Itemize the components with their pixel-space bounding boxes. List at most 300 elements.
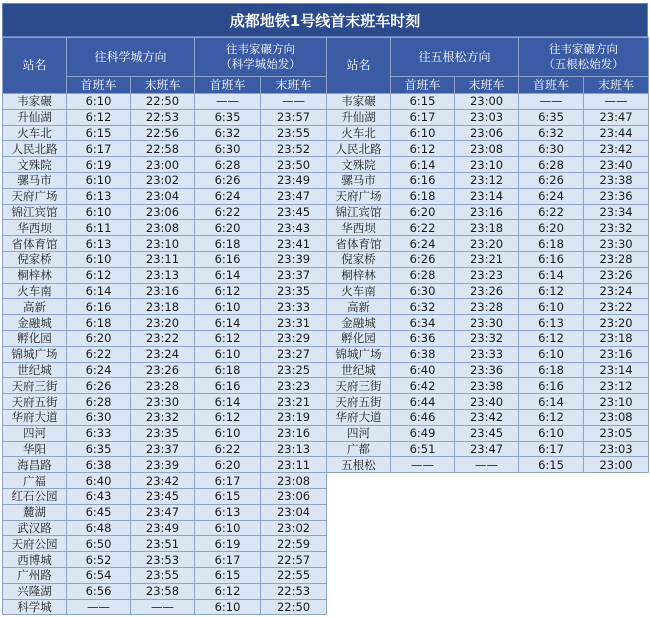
empty-cell [519,599,584,615]
left-time-cell: 23:04 [261,504,327,520]
right-time-cell: 23:30 [455,315,519,331]
left-time-cell: 23:23 [261,378,327,394]
left-time-cell: 6:20 [67,330,131,346]
schedule-body [3,94,649,615]
empty-cell [455,520,519,536]
table-row [3,394,649,410]
right-time-cell: 6:30 [391,283,455,299]
empty-cell [584,583,649,599]
left-time-cell: 6:28 [195,157,261,173]
empty-cell [455,473,519,489]
left-time-cell: 23:35 [261,283,327,299]
left-time-cell: 6:40 [67,473,131,489]
empty-cell [584,473,649,489]
left-time-cell: 6:15 [67,125,131,141]
right-time-cell: 23:24 [584,283,649,299]
empty-cell [327,504,391,520]
left-time-cell: 22:57 [261,552,327,568]
right-time-cell: 23:10 [455,157,519,173]
right-station-name: 人民北路 [327,141,391,157]
table-row [3,504,649,520]
left-time-cell: 23:21 [261,394,327,410]
left-time-cell: 6:17 [67,141,131,157]
left-time-cell: 23:02 [261,520,327,536]
left-time-cell: 22:53 [131,109,195,125]
header-first-train: 首班车 [519,77,584,94]
left-station-name: 文殊院 [3,157,67,173]
left-time-cell: 23:06 [261,488,327,504]
right-station-name: 金融城 [327,315,391,331]
left-station-name: 西博城 [3,552,67,568]
right-time-cell: 23:03 [455,109,519,125]
right-station-name: 四河 [327,425,391,441]
right-time-cell: 23:40 [455,394,519,410]
right-time-cell: 6:10 [519,299,584,315]
right-time-cell: 23:05 [584,425,649,441]
right-time-cell: 6:14 [519,267,584,283]
header-left-direction-2 [195,38,327,77]
right-time-cell: 6:40 [391,362,455,378]
right-time-cell: 6:15 [519,457,584,473]
right-time-cell: 6:22 [391,220,455,236]
left-time-cell: 6:15 [195,488,261,504]
left-time-cell: 22:55 [261,567,327,583]
right-time-cell: 23:14 [584,362,649,378]
right-station-name: 天府五街 [327,394,391,410]
left-time-cell: 23:52 [261,141,327,157]
header-station-left: 站名 [3,38,67,94]
empty-cell [327,520,391,536]
left-time-cell: 23:18 [131,299,195,315]
right-time-cell: 6:16 [391,172,455,188]
left-station-name: 科学城 [3,599,67,615]
right-time-cell: 23:47 [455,441,519,457]
left-time-cell: 23:02 [131,172,195,188]
right-time-cell: 23:12 [455,172,519,188]
right-time-cell: 23:10 [584,394,649,410]
right-time-cell: 6:10 [519,346,584,362]
right-time-cell: 23:28 [584,251,649,267]
left-time-cell: 23:50 [261,157,327,173]
right-time-cell: 23:38 [584,172,649,188]
right-time-cell: 6:32 [391,299,455,315]
right-station-name: 倪家桥 [327,251,391,267]
right-time-cell: —— [455,457,519,473]
left-time-cell: 6:22 [67,346,131,362]
left-time-cell: 6:12 [195,330,261,346]
table-row [3,157,649,173]
right-time-cell: 23:42 [455,409,519,425]
table-row [3,441,649,457]
right-time-cell: 6:42 [391,378,455,394]
right-time-cell: 6:34 [391,315,455,331]
right-station-name: 文殊院 [327,157,391,173]
empty-cell [519,583,584,599]
left-station-name: 骡马市 [3,172,67,188]
empty-cell [327,567,391,583]
right-station-name: 锦江宾馆 [327,204,391,220]
header-right-direction-2 [519,38,649,77]
right-time-cell: 6:13 [519,315,584,331]
left-time-cell: —— [131,599,195,615]
left-time-cell: 23:47 [131,504,195,520]
right-station-name: 广都 [327,441,391,457]
left-time-cell: 23:43 [261,220,327,236]
left-time-cell: 23:06 [131,204,195,220]
right-station-name: 韦家碾 [327,94,391,110]
right-time-cell: 23:33 [455,346,519,362]
left-time-cell: 23:13 [261,441,327,457]
right-time-cell: 23:44 [584,125,649,141]
empty-cell [455,488,519,504]
table-row [3,315,649,331]
left-station-name: 天府三街 [3,378,67,394]
empty-cell [391,488,455,504]
right-time-cell: 6:35 [519,109,584,125]
table-row [3,409,649,425]
right-time-cell: 23:26 [584,267,649,283]
left-time-cell: 23:24 [131,346,195,362]
right-time-cell: 23:34 [584,204,649,220]
right-time-cell: 6:26 [391,251,455,267]
left-time-cell: 6:28 [67,394,131,410]
left-time-cell: 23:08 [261,473,327,489]
right-station-name: 高新 [327,299,391,315]
header-left-direction-2-line2: （科学城始发） [220,57,301,71]
right-time-cell: 23:16 [455,204,519,220]
left-time-cell: 6:16 [67,299,131,315]
table-row [3,299,649,315]
left-station-name: 高新 [3,299,67,315]
right-time-cell: 23:38 [455,378,519,394]
left-time-cell: 6:12 [195,409,261,425]
empty-cell [327,473,391,489]
right-time-cell: 6:24 [519,188,584,204]
right-time-cell: 23:28 [455,299,519,315]
left-station-name: 锦城广场 [3,346,67,362]
left-time-cell: 23:41 [261,236,327,252]
left-station-name: 华府大道 [3,409,67,425]
empty-cell [327,488,391,504]
left-time-cell: 6:10 [195,425,261,441]
empty-cell [391,599,455,615]
right-time-cell: 23:36 [455,362,519,378]
right-station-name: 华西坝 [327,220,391,236]
left-time-cell: 6:11 [67,220,131,236]
empty-cell [519,504,584,520]
right-station-name: 五根松 [327,457,391,473]
header-right-direction-2-line1: 往韦家碾方向 [549,42,619,56]
left-time-cell: 6:14 [195,394,261,410]
left-time-cell: 23:45 [131,488,195,504]
right-time-cell: 6:18 [391,188,455,204]
table-row [3,188,649,204]
header-row-directions [3,38,649,77]
left-time-cell: 6:20 [195,457,261,473]
left-time-cell: 6:22 [195,204,261,220]
empty-cell [455,504,519,520]
left-time-cell: 6:16 [195,251,261,267]
left-station-name: 锦江宾馆 [3,204,67,220]
left-time-cell: 6:18 [195,362,261,378]
left-time-cell: 23:00 [131,157,195,173]
empty-cell [327,599,391,615]
left-time-cell: 23:39 [261,251,327,267]
right-time-cell: 23:00 [455,94,519,110]
left-time-cell: 23:11 [261,457,327,473]
right-time-cell: 23:23 [455,267,519,283]
table-row [3,552,649,568]
right-station-name: 升仙湖 [327,109,391,125]
left-station-name: 华阳 [3,441,67,457]
right-time-cell: 23:47 [584,109,649,125]
left-station-name: 世纪城 [3,362,67,378]
left-time-cell: 23:16 [131,283,195,299]
table-row [3,473,649,489]
header-station-right: 站名 [327,38,391,94]
empty-cell [391,520,455,536]
header-first-train: 首班车 [67,77,131,94]
left-time-cell: 22:53 [261,583,327,599]
right-time-cell: 6:28 [391,267,455,283]
empty-cell [519,552,584,568]
left-time-cell: 6:33 [67,425,131,441]
empty-cell [391,552,455,568]
left-time-cell: 23:51 [131,536,195,552]
empty-cell [391,536,455,552]
header-last-train: 末班车 [261,77,327,94]
right-time-cell: 6:12 [391,141,455,157]
left-time-cell: 23:32 [131,409,195,425]
right-time-cell: 23:21 [455,251,519,267]
empty-cell [584,536,649,552]
left-time-cell: 6:10 [195,520,261,536]
right-station-name: 孵化园 [327,330,391,346]
table-row [3,172,649,188]
right-time-cell: 23:18 [584,330,649,346]
empty-cell [519,536,584,552]
left-station-name: 桐梓林 [3,267,67,283]
right-time-cell: 6:20 [519,220,584,236]
schedule-table [2,37,649,615]
empty-cell [327,552,391,568]
left-time-cell: 6:14 [67,283,131,299]
right-time-cell: 23:00 [584,457,649,473]
right-time-cell: 6:44 [391,394,455,410]
left-time-cell: 23:49 [131,520,195,536]
left-time-cell: 6:26 [195,172,261,188]
left-time-cell: 6:12 [67,109,131,125]
right-time-cell: 6:14 [391,157,455,173]
left-time-cell: 23:22 [131,330,195,346]
table-row [3,125,649,141]
empty-cell [519,473,584,489]
right-time-cell: 23:08 [584,409,649,425]
right-time-cell: 23:03 [584,441,649,457]
left-time-cell: 6:48 [67,520,131,536]
right-time-cell: 23:20 [584,315,649,331]
left-time-cell: 23:37 [131,441,195,457]
right-station-name: 桐梓林 [327,267,391,283]
right-time-cell: 6:24 [391,236,455,252]
right-station-name: 火车北 [327,125,391,141]
left-time-cell: 6:10 [195,346,261,362]
empty-cell [584,552,649,568]
left-time-cell: 6:12 [195,283,261,299]
table-row [3,220,649,236]
table-row [3,94,649,110]
left-time-cell: 23:37 [261,267,327,283]
header-left-direction-2-line1: 往韦家碾方向 [226,42,296,56]
left-station-name: 兴隆湖 [3,583,67,599]
right-time-cell: 23:32 [455,330,519,346]
right-time-cell: 6:22 [519,204,584,220]
left-station-name: 海昌路 [3,457,67,473]
left-time-cell: 22:50 [131,94,195,110]
left-time-cell: 23:35 [131,425,195,441]
table-row [3,283,649,299]
table-row [3,378,649,394]
left-station-name: 红石公园 [3,488,67,504]
left-time-cell: 6:30 [195,141,261,157]
table-row [3,583,649,599]
left-time-cell: 23:42 [131,473,195,489]
left-station-name: 火车南 [3,283,67,299]
left-time-cell: 6:10 [67,204,131,220]
left-time-cell: 6:19 [67,157,131,173]
left-time-cell: 6:35 [67,441,131,457]
right-time-cell: 6:20 [391,204,455,220]
left-time-cell: 23:08 [131,220,195,236]
left-time-cell: 22:59 [261,536,327,552]
empty-cell [455,599,519,615]
left-time-cell: 23:04 [131,188,195,204]
empty-cell [391,567,455,583]
left-time-cell: 23:55 [131,567,195,583]
right-time-cell: 6:10 [391,125,455,141]
left-time-cell: 23:53 [131,552,195,568]
right-time-cell: —— [391,457,455,473]
left-time-cell: 6:32 [195,125,261,141]
right-time-cell: 6:18 [519,362,584,378]
right-time-cell: 23:06 [455,125,519,141]
left-time-cell: 23:13 [131,267,195,283]
empty-cell [455,536,519,552]
left-time-cell: 6:10 [67,172,131,188]
header-right-direction-1: 往五根松方向 [391,38,519,77]
right-time-cell: 23:20 [455,236,519,252]
left-station-name: 天府五街 [3,394,67,410]
left-time-cell: 6:26 [67,378,131,394]
right-time-cell: 6:18 [519,236,584,252]
right-time-cell: 23:16 [584,346,649,362]
empty-cell [455,552,519,568]
left-time-cell: 6:35 [195,109,261,125]
left-station-name: 韦家碾 [3,94,67,110]
left-time-cell: 23:58 [131,583,195,599]
left-time-cell: 6:14 [195,315,261,331]
right-time-cell: 6:16 [519,251,584,267]
right-time-cell: 6:14 [519,394,584,410]
right-time-cell: 23:36 [584,188,649,204]
left-station-name: 广福 [3,473,67,489]
left-time-cell: 6:54 [67,567,131,583]
table-row [3,488,649,504]
left-station-name: 天府公园 [3,536,67,552]
right-station-name: 锦城广场 [327,346,391,362]
right-station-name: 天府广场 [327,188,391,204]
left-station-name: 武汉路 [3,520,67,536]
table-row [3,599,649,615]
table-row [3,141,649,157]
left-time-cell: 6:10 [195,599,261,615]
left-time-cell: 23:25 [261,362,327,378]
left-time-cell: 6:13 [67,188,131,204]
left-time-cell: 6:14 [195,267,261,283]
right-time-cell: 23:22 [584,299,649,315]
right-time-cell: 23:08 [455,141,519,157]
right-time-cell: 6:17 [519,441,584,457]
table-row [3,109,649,125]
left-time-cell: 6:18 [67,315,131,331]
left-time-cell: 6:30 [67,409,131,425]
right-station-name: 天府三街 [327,378,391,394]
table-row [3,536,649,552]
left-time-cell: 6:13 [67,236,131,252]
empty-cell [455,567,519,583]
left-time-cell: 6:17 [195,473,261,489]
timetable [2,3,648,615]
right-time-cell: 23:45 [455,425,519,441]
right-time-cell: 23:42 [584,141,649,157]
table-row [3,425,649,441]
right-time-cell: 6:12 [519,409,584,425]
table-row [3,362,649,378]
table-row [3,267,649,283]
right-time-cell: 23:12 [584,378,649,394]
right-time-cell: 23:18 [455,220,519,236]
header-first-train: 首班车 [195,77,261,94]
empty-cell [519,520,584,536]
left-station-name: 省体育馆 [3,236,67,252]
left-time-cell: 23:28 [131,378,195,394]
right-time-cell: —— [584,94,649,110]
left-time-cell: 6:50 [67,536,131,552]
left-time-cell: 23:16 [261,425,327,441]
right-time-cell: 6:10 [519,425,584,441]
right-station-name: 世纪城 [327,362,391,378]
right-station-name: 省体育馆 [327,236,391,252]
header-left-direction-1: 往科学城方向 [67,38,195,77]
right-time-cell: 6:38 [391,346,455,362]
left-time-cell: 6:13 [195,504,261,520]
right-time-cell: 6:15 [391,94,455,110]
left-time-cell: 23:26 [131,362,195,378]
empty-cell [584,488,649,504]
left-time-cell: 6:43 [67,488,131,504]
right-time-cell: 6:17 [391,109,455,125]
right-time-cell: 6:46 [391,409,455,425]
left-time-cell: 6:15 [195,567,261,583]
table-row [3,520,649,536]
page-title: 成都地铁1号线首末班车时刻 [2,3,648,37]
right-station-name: 骡马市 [327,172,391,188]
left-time-cell: 6:16 [195,378,261,394]
left-station-name: 升仙湖 [3,109,67,125]
right-time-cell: 6:26 [519,172,584,188]
table-row [3,330,649,346]
left-time-cell: 23:30 [131,394,195,410]
